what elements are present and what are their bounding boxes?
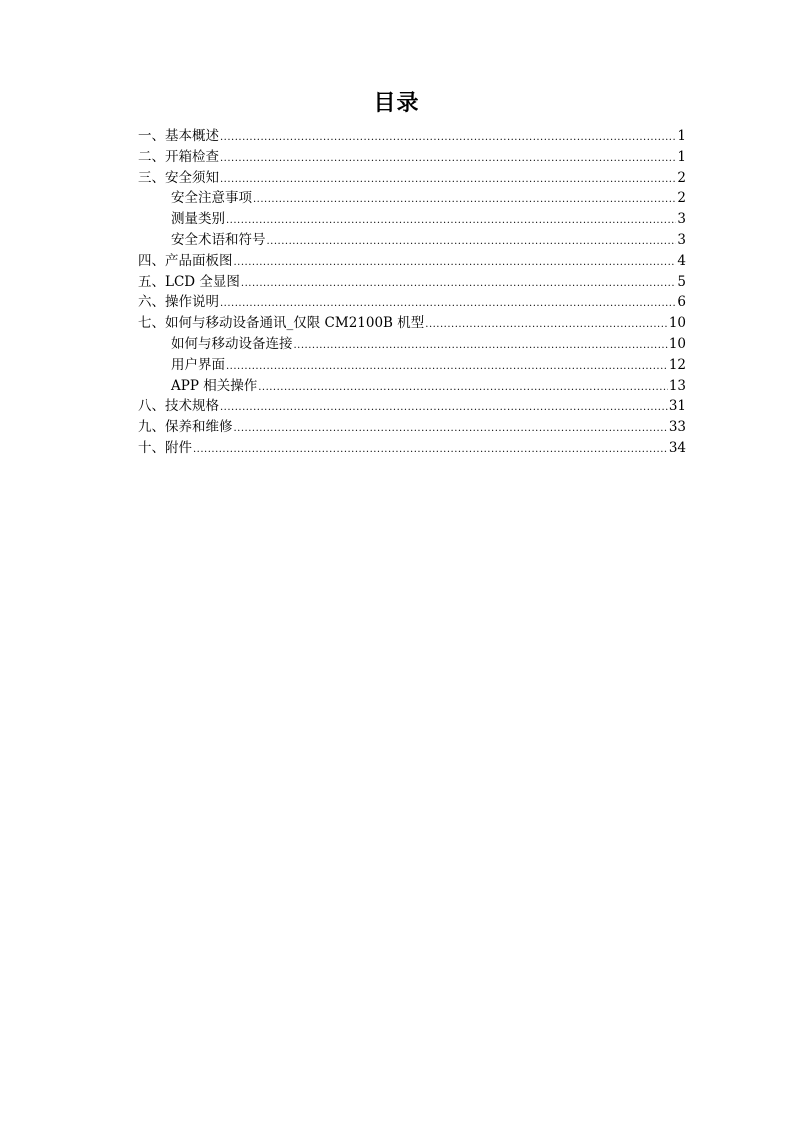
toc-entry-specifications[interactable] <box>138 396 686 417</box>
toc-dot-leader <box>253 190 676 211</box>
toc-entry-page: 1 <box>677 148 686 165</box>
toc-entry-product-panel[interactable] <box>138 251 686 272</box>
toc-dot-leader <box>234 419 668 440</box>
toc-dot-leader <box>220 170 676 191</box>
toc-entry-number: 六、 <box>138 294 165 311</box>
toc-entry-label: 安全须知 <box>165 169 219 186</box>
toc-entry-maintenance[interactable] <box>138 417 686 438</box>
toc-subentry-safety-terms-symbols[interactable] <box>138 230 686 251</box>
toc-dot-leader <box>220 128 676 149</box>
toc-subentry-mobile-connection[interactable] <box>138 334 686 355</box>
toc-entry-page: 2 <box>677 169 686 186</box>
toc-entry-page: 33 <box>668 419 686 436</box>
toc-dot-leader <box>241 274 676 295</box>
toc-entry-number: 二、 <box>138 148 165 165</box>
toc-entry-page: 1 <box>677 128 686 144</box>
toc-entry-number: 一、 <box>138 128 165 144</box>
toc-entry-label: APP 相关操作 <box>171 377 258 394</box>
toc-entry-number: 三、 <box>138 169 165 186</box>
toc-entry-label: 安全术语和符号 <box>171 231 266 248</box>
toc-entry-page: 13 <box>668 377 686 394</box>
toc-subentry-user-interface[interactable] <box>138 355 686 376</box>
toc-entry-label: 技术规格 <box>165 398 219 415</box>
toc-entry-page: 12 <box>668 356 686 373</box>
toc-entry-label: 测量类别 <box>171 211 225 228</box>
toc-entry-label: 附件 <box>165 439 192 456</box>
toc-entry-label: 如何与移动设备连接 <box>171 335 293 352</box>
toc-entry-accessories[interactable] <box>138 438 686 459</box>
toc-entry-label: 开箱检查 <box>165 148 219 165</box>
toc-entry-label: 安全注意事项 <box>171 190 252 207</box>
toc-dot-leader <box>294 336 668 357</box>
toc-entry-number: 四、 <box>138 252 165 269</box>
toc-entry-page: 3 <box>677 231 686 248</box>
toc-entry-lcd-display[interactable] <box>138 272 686 293</box>
toc-dot-leader <box>220 294 676 315</box>
toc-dot-leader <box>193 440 668 461</box>
toc-dot-leader <box>234 253 677 274</box>
toc-entry-number: 十、 <box>138 439 165 456</box>
toc-entry-number: 八、 <box>138 398 165 415</box>
toc-entry-label: 保养和维修 <box>165 419 233 436</box>
toc-entry-page: 6 <box>677 294 686 311</box>
toc-dot-leader <box>226 357 668 378</box>
toc-entry-unboxing-check[interactable] <box>138 147 686 168</box>
toc-subentry-safety-precautions[interactable] <box>138 188 686 209</box>
toc-dot-leader <box>220 149 676 170</box>
toc-entry-number: 九、 <box>138 419 165 436</box>
toc-entry-label: 产品面板图 <box>165 252 233 269</box>
toc-entry-safety-notes[interactable] <box>138 168 686 189</box>
toc-subentry-app-operations[interactable] <box>138 376 686 397</box>
toc-dot-leader <box>220 398 668 419</box>
toc-entry-page: 5 <box>677 273 686 290</box>
toc-entry-page: 2 <box>677 190 686 207</box>
toc-entry-page: 3 <box>677 211 686 228</box>
table-of-contents <box>138 126 686 459</box>
toc-entry-basic-overview[interactable] <box>138 126 686 147</box>
toc-entry-label: 用户界面 <box>171 356 225 373</box>
toc-entry-operation[interactable] <box>138 292 686 313</box>
toc-dot-leader <box>425 315 668 336</box>
toc-entry-page: 34 <box>668 439 686 456</box>
toc-entry-page: 10 <box>668 315 686 332</box>
toc-dot-leader <box>267 232 677 253</box>
toc-dot-leader <box>258 378 668 399</box>
toc-entry-page: 31 <box>668 398 686 415</box>
toc-entry-label: 基本概述 <box>165 128 219 144</box>
toc-subentry-measurement-category[interactable] <box>138 209 686 230</box>
toc-entry-label: LCD 全显图 <box>165 273 240 290</box>
toc-entry-number: 五、 <box>138 273 165 290</box>
toc-entry-number: 七、 <box>138 315 165 332</box>
toc-entry-label: 如何与移动设备通讯_仅限 CM2100B 机型 <box>165 315 425 332</box>
toc-title: 目录 <box>373 91 420 116</box>
toc-entry-page: 4 <box>677 252 686 269</box>
toc-entry-label: 操作说明 <box>165 294 219 311</box>
toc-dot-leader <box>226 211 676 232</box>
toc-entry-page: 10 <box>668 335 686 352</box>
toc-entry-mobile-communication[interactable] <box>138 313 686 334</box>
